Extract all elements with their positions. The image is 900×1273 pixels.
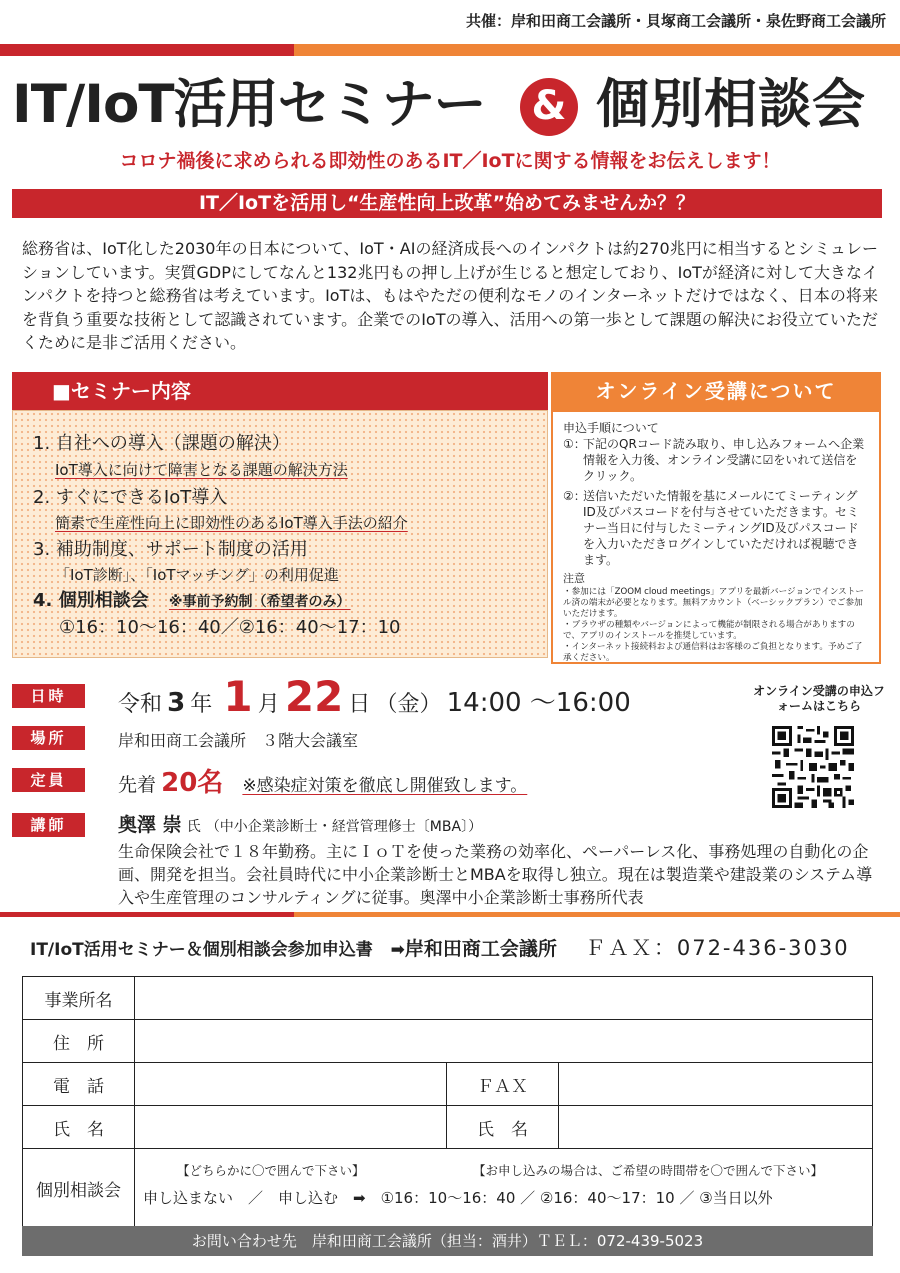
capacity-note: ※感染症対策を徹底し開催致します。	[242, 776, 528, 796]
seminar-item-2: 2. すぐにできるIoT導入	[33, 487, 228, 508]
capacity-prefix: 先着	[118, 774, 157, 796]
online-step-2-num: ②：	[563, 489, 586, 503]
online-caution-title: 注意	[563, 572, 585, 585]
seminar-item-4-sub: ①16：10～16：40／②16：40～17：10	[59, 617, 401, 638]
footer-contact: お問い合わせ先 岸和田商工会議所（担当：酒井）ＴＥＬ：072-439-5023	[22, 1226, 873, 1256]
online-form-caption: オンライン受講の申込フォームはこちら	[753, 684, 885, 713]
consult-note-2: 【お申し込みの場合は、ご希望の時間帯を〇で囲んで下さい】	[473, 1163, 824, 1178]
seminar-item-3-sub: 「IoT診断」、「IoTマッチング」の利用促進	[55, 566, 339, 584]
date-era: 令和	[118, 692, 163, 717]
application-recipient: 岸和田商工会議所	[404, 938, 557, 960]
online-step-1-num: ①：	[563, 437, 586, 451]
online-heading: オンライン受講について	[551, 372, 881, 410]
date-line	[118, 672, 631, 721]
date-year-unit: 年	[190, 692, 213, 717]
seminar-item-3: 3. 補助制度、サポート制度の活用	[33, 539, 308, 560]
online-caution-2: ・ブラウザの種類やバージョンによって機能が制限される場合がありますので、アプリのインストールを推奨しています。	[563, 620, 855, 641]
date-day: 22	[284, 672, 344, 721]
application-title-line	[30, 932, 850, 962]
online-step-1-text: 下記のQRコード読み取り、申し込みフォームへ企業情報を入力後、オンライン受講に☑をいれて送信をクリック。	[583, 437, 865, 483]
mid-rule-orange	[294, 912, 900, 917]
capacity-value: 20名	[161, 768, 224, 798]
online-step-2	[563, 488, 869, 568]
place-text: 岸和田商工会議所 ３階大会議室	[118, 731, 359, 750]
seminar-item-4	[33, 586, 351, 612]
field-label-consult: 個別相談会	[23, 1149, 135, 1229]
lecturer-name: 奥澤 崇	[118, 814, 182, 836]
consult-note-1: 【どちらかに〇で囲んで下さい】	[177, 1163, 365, 1178]
field-label-address: 住 所	[23, 1020, 135, 1063]
seminar-item-1-sub: IoT導入に向けて障害となる課題の解決方法	[55, 461, 348, 479]
field-phone-input[interactable]	[135, 1063, 447, 1106]
online-info-box	[551, 410, 881, 664]
date-label: 日時	[12, 684, 85, 708]
top-rule-red	[0, 44, 294, 56]
seminar-content-box	[12, 410, 548, 658]
ampersand-badge: &	[520, 78, 578, 136]
top-rule-orange	[294, 44, 900, 56]
seminar-item-4-title: 4. 個別相談会	[33, 590, 149, 611]
seminar-heading: ■セミナー内容	[12, 372, 548, 410]
date-year: 3	[167, 688, 186, 718]
lecturer-label: 講師	[12, 813, 85, 837]
field-label-fax: ＦＡＸ	[447, 1063, 559, 1106]
headline-band: IT／IoTを活用し“生産性向上改革”始めてみませんか？？	[12, 189, 882, 218]
lecturer-title: （中小企業診断士・経営管理修士〔MBA〕）	[205, 819, 483, 835]
seminar-item-2-sub: 簡素で生産性向上に即効性のあるIoT導入手法の紹介	[55, 514, 408, 532]
mid-rule-red	[0, 912, 294, 917]
intro-paragraph: 総務省は、IoT化した2030年の日本について、IoT・AIの経済成長へのインパクトは約270兆円に相当するとシミュレーションしています。実質GDPにしてなんと132兆円もの押し上げが生じると想定しており、IoTが経済に対して大きなインパクトを持つと総務省は考えています。IoTは、もはやただの便利なモノのインターネットだけではなく、日本の将来を背負う重要な技術として認識されています。企業でのIoTの導入、活用への第一歩として課題の解決にお役立ていただくために是非ご活用ください。	[22, 239, 878, 352]
online-step-1	[563, 436, 869, 484]
application-form	[22, 976, 873, 1229]
field-name-2-input[interactable]	[559, 1106, 873, 1149]
field-fax-input[interactable]	[559, 1063, 873, 1106]
lecturer-bio: 生命保険会社で１８年勤務。主にＩｏＴを使った業務の効率化、ペーパーレス化、事務処理の自動化の企画、開発を担当。会社員時代に中小企業診断士とMBAを取得し独立。現在は製造業や建設業のシステム導入や生産管理のコンサルティングに従事。奥澤中小企業診断士事務所代表	[118, 842, 873, 907]
field-business-input[interactable]	[135, 977, 873, 1020]
field-label-name-2: 氏 名	[447, 1106, 559, 1149]
lecturer-suffix: 氏	[186, 819, 201, 835]
place-label: 場所	[12, 726, 85, 750]
seminar-item-4-note: ※事前予約制（希望者のみ）	[168, 594, 351, 610]
qr-code-icon[interactable]	[772, 726, 854, 808]
consult-choices[interactable]: 申し込まない ／ 申し込む ➡ ①16：10～16：40 ／ ②16：40～17：10 ／ ③当日以外	[143, 1189, 773, 1207]
date-day-unit: 日	[348, 692, 371, 717]
date-month: 1	[223, 672, 253, 721]
online-caution-3: ・インターネット接続料および通信料はお客様のご負担となります。予めご了承ください。	[563, 642, 863, 663]
field-consult-options[interactable]	[135, 1149, 873, 1229]
application-fax: ＦＡＸ：072-436-3030	[584, 936, 850, 960]
field-label-phone: 電 話	[23, 1063, 135, 1106]
field-address-input[interactable]	[135, 1020, 873, 1063]
application-title: IT/IoT活用セミナー＆個別相談会参加申込書	[30, 940, 373, 960]
capacity-line	[118, 762, 527, 799]
seminar-item-1: 1. 自社への導入（課題の解決）	[33, 433, 290, 454]
capacity-label: 定員	[12, 768, 85, 792]
online-step-2-text: 送信いただいた情報を基にメールにてミーティングID及びパスコードを付与させていただきます。セミナー当日に付与したミーティングID及びパスコードを入力いただきログインしていただければ視聴できます。	[583, 489, 859, 567]
lecturer-line	[118, 810, 482, 837]
field-label-name: 氏 名	[23, 1106, 135, 1149]
title-seminar: IT/IoT活用セミナー	[12, 74, 486, 135]
arrow-icon: ➡	[390, 940, 405, 960]
tagline: コロナ禍後に求められる即効性のあるIT／IoTに関する情報をお伝えします！	[119, 150, 781, 172]
online-procedure-title: 申込手順について	[563, 421, 659, 435]
title-consultation: 個別相談会	[596, 74, 866, 135]
date-weekday: （金）	[375, 692, 442, 717]
field-name-input[interactable]	[135, 1106, 447, 1149]
date-month-unit: 月	[257, 692, 280, 717]
field-label-business: 事業所名	[23, 977, 135, 1020]
cohost-text: 共催：岸和田商工会議所・貝塚商工会議所・泉佐野商工会議所	[465, 12, 886, 30]
date-time: 14:00 ～16:00	[446, 688, 631, 718]
online-caution-1: ・参加には「ZOOM cloud meetings」アプリを最新バージョンでインストール済の端末が必要となります。無料アカウント（ベーシックプラン）でご参加いただけます。	[563, 587, 864, 619]
